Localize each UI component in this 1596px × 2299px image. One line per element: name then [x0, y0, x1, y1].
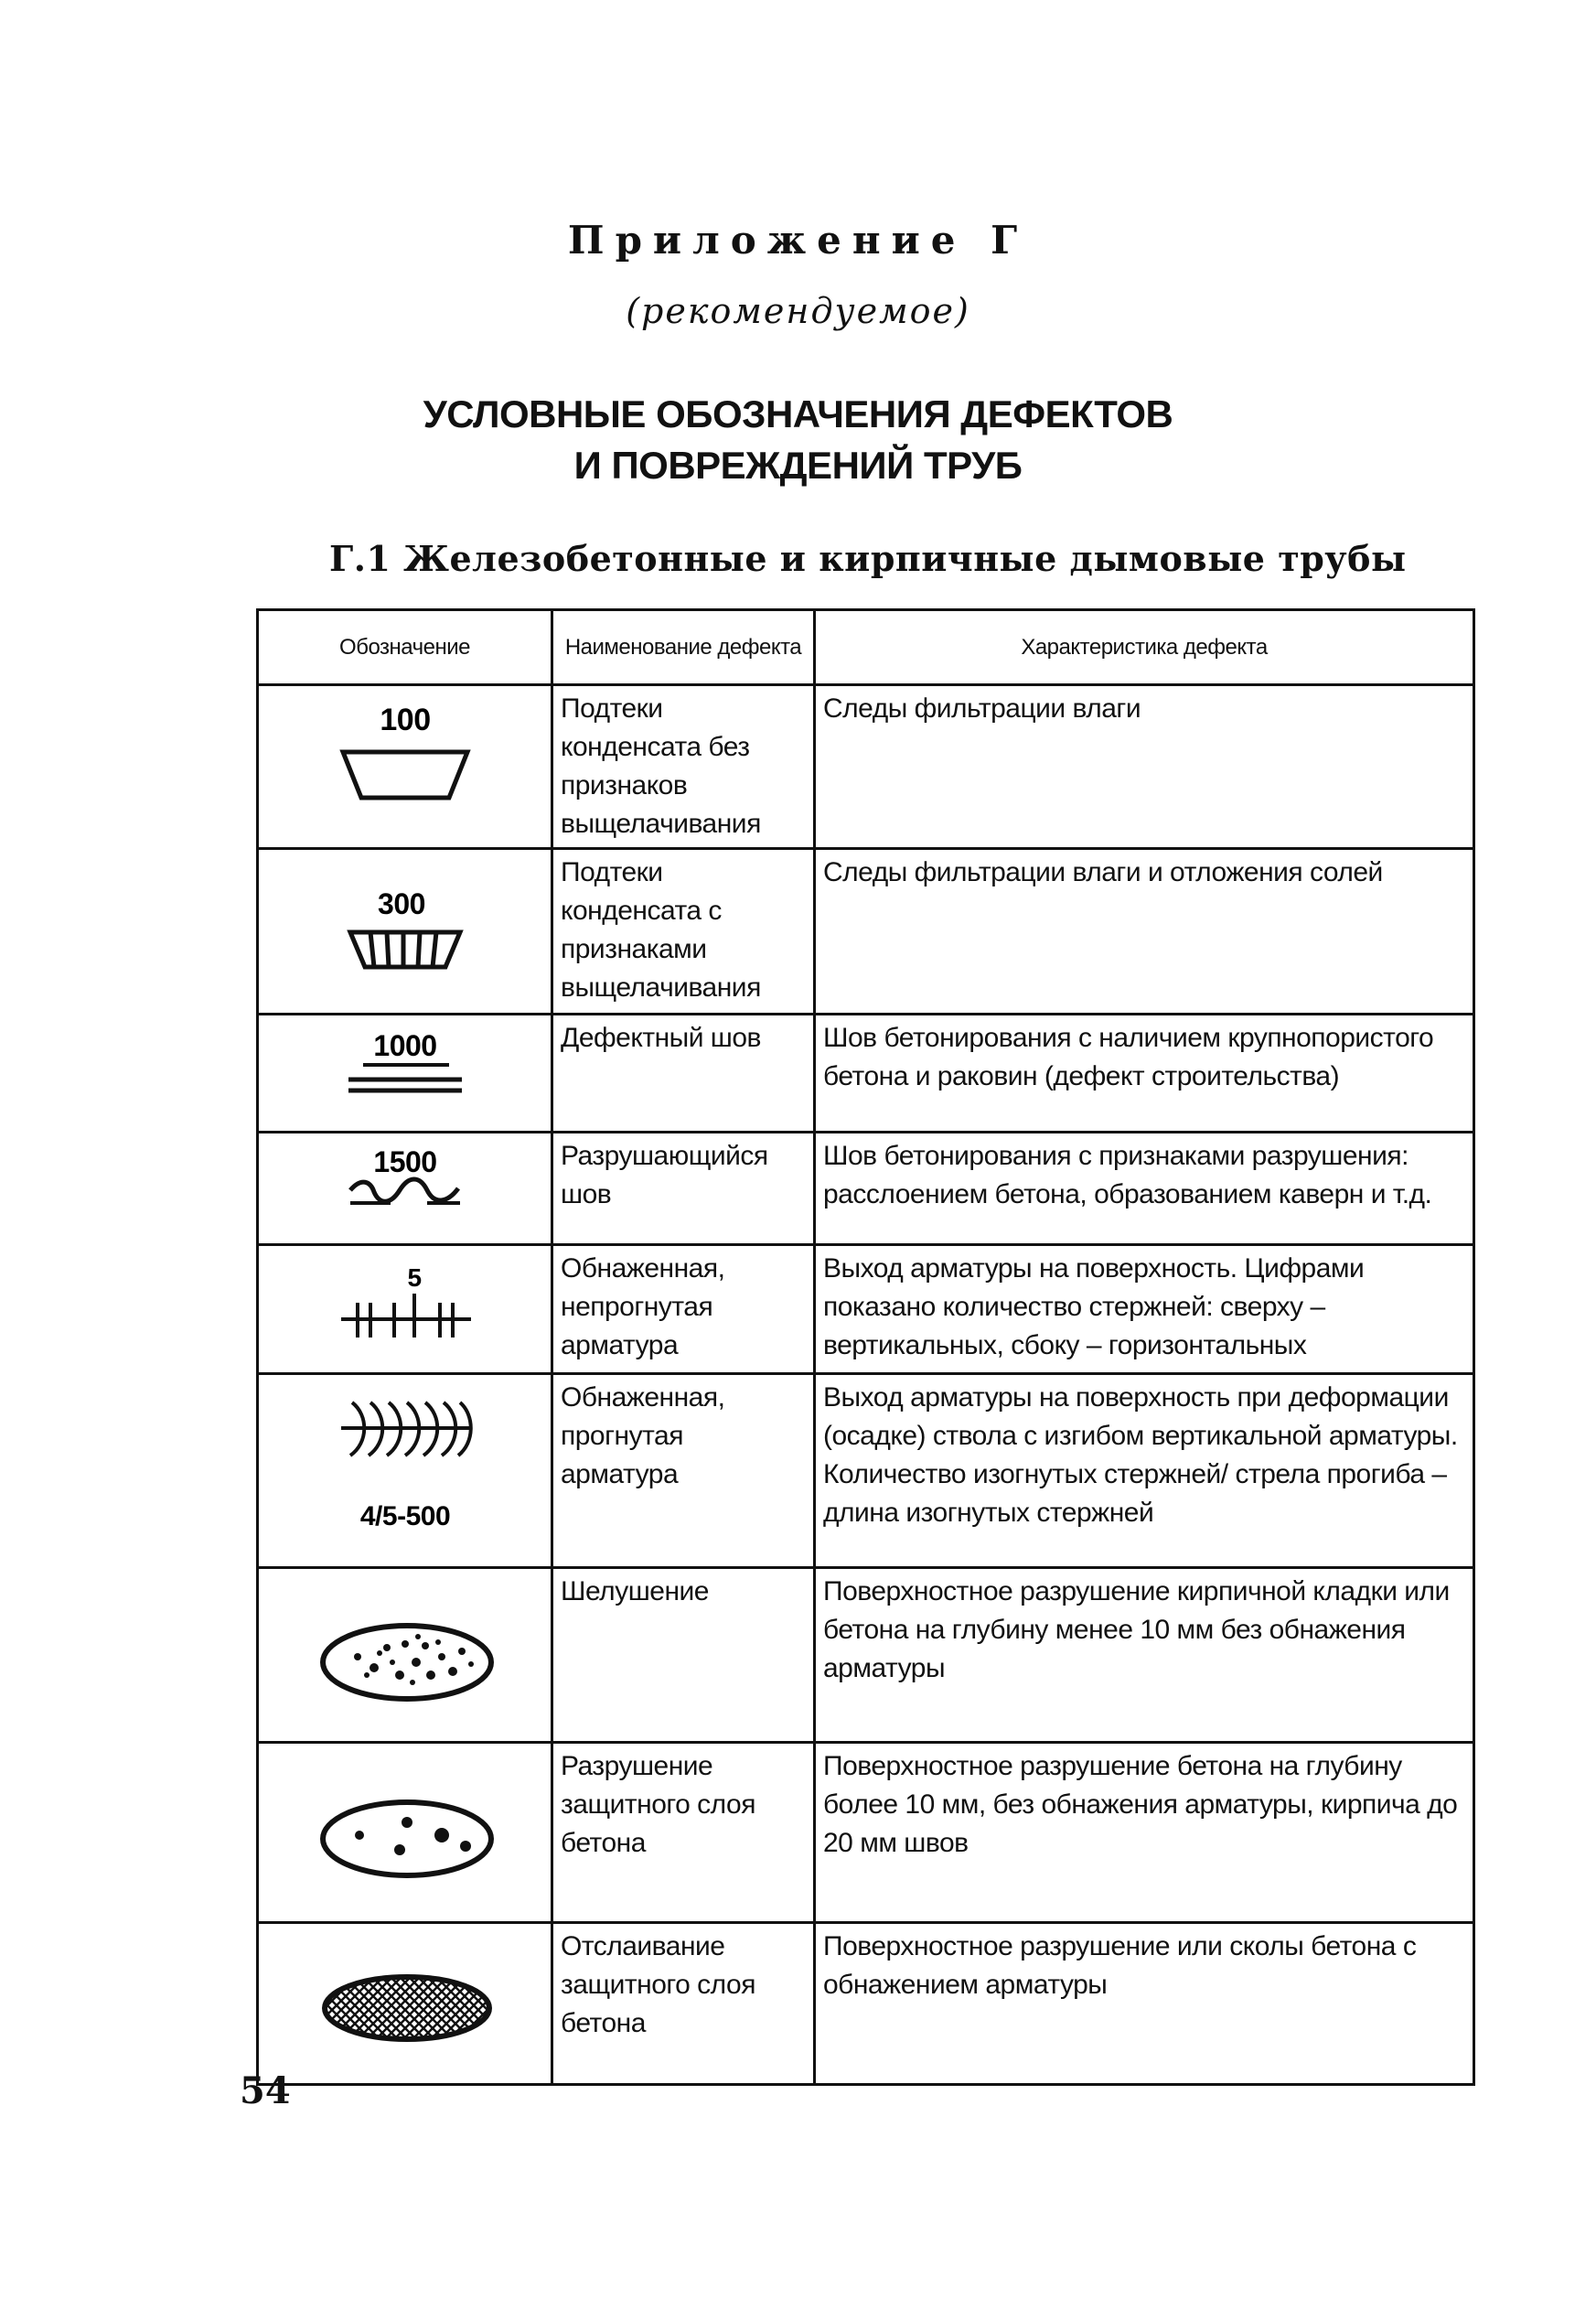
defect-description: Следы фильтрации влаги [815, 685, 1474, 849]
svg-text:5: 5 [406, 1263, 422, 1292]
defect-description: Поверхностное разрушение бетона на глубину более 10 мм, без обнажения арматуры, кирпича до 20 мм швов [815, 1743, 1474, 1923]
symbol-cell [258, 1245, 552, 1374]
defect-name: Подтеки конденсата без признаков выщелачивания [552, 685, 815, 849]
table-row [258, 1133, 1474, 1245]
appendix-title: Приложение Г [567, 218, 1029, 263]
table-row [258, 1568, 1474, 1743]
symbol-cell [258, 849, 552, 1015]
defective-seam-icon [314, 1019, 497, 1127]
main-title [0, 389, 1596, 491]
leak-trapezoid-icon [314, 690, 497, 816]
defect-description: Шов бетонирования с признаками разрушения: расслоением бетона, образованием каверн и т.д. [815, 1133, 1474, 1245]
failing-seam-wave-icon [314, 1137, 497, 1240]
symbol-cell [258, 1015, 552, 1133]
symbol-cell [258, 1374, 552, 1568]
symbol-cell [258, 1923, 552, 2085]
table-row [258, 1743, 1474, 1923]
symbol-cell [258, 1568, 552, 1743]
symbol-cell [258, 1743, 552, 1923]
defect-description: Шов бетонирования с наличием крупнопористого бетона и раковин (дефект строительства) [815, 1015, 1474, 1133]
table-row [258, 1015, 1474, 1133]
exposed-bent-rebar-icon [305, 1379, 506, 1562]
defects-table [256, 608, 1475, 2086]
svg-text:1500: 1500 [372, 1145, 437, 1178]
svg-text:1000: 1000 [372, 1029, 437, 1062]
table-row [258, 1245, 1474, 1374]
table-row [258, 1374, 1474, 1568]
cover-destruction-oval-icon [305, 1747, 506, 1918]
table-row [258, 685, 1474, 849]
symbol-cell [258, 685, 552, 849]
header-description: Характеристика дефекта [815, 610, 1474, 685]
defect-description: Поверхностное разрушение или сколы бетона с обнажением арматуры [815, 1923, 1474, 2085]
defect-name: Разрушение защитного слоя бетона [552, 1743, 815, 1923]
cover-spalling-hatched-oval-icon [305, 1928, 506, 2079]
defect-description: Выход арматуры на поверхность при деформации (осадке) ствола с изгибом вертикальной арматуры. Количество изогнутых стержней/ стрела прогиба – длина изогнутых стержней [815, 1374, 1474, 1568]
defect-description: Следы фильтрации влаги и отложения солей [815, 849, 1474, 1015]
table-header-row [258, 610, 1474, 685]
section-title: Г.1 Железобетонные и кирпичные дымовые трубы [329, 538, 1407, 579]
svg-text:300: 300 [377, 887, 425, 920]
page-number: 54 [240, 2069, 291, 2112]
header-symbol: Обозначение [258, 610, 552, 685]
table-row [258, 849, 1474, 1015]
svg-text:4/5-500: 4/5-500 [359, 1501, 450, 1531]
defect-name: Шелушение [552, 1568, 815, 1743]
defect-description: Выход арматуры на поверхность. Цифрами показано количество стержней: сверху – вертикальных, сбоку – горизонтальных [815, 1245, 1474, 1374]
defect-description: Поверхностное разрушение кирпичной кладки или бетона на глубину менее 10 мм без обнажения арматуры [815, 1568, 1474, 1743]
table-row [258, 1923, 1474, 2085]
defect-name: Отслаивание защитного слоя бетона [552, 1923, 815, 2085]
exposed-straight-rebar-icon [305, 1250, 506, 1369]
leak-trapezoid-hatched-icon [314, 854, 497, 1009]
defect-name: Обнаженная, непрогнутая арматура [552, 1245, 815, 1374]
main-title-line-1: УСЛОВНЫЕ ОБОЗНАЧЕНИЯ ДЕФЕКТОВ [423, 392, 1173, 435]
symbol-cell [258, 1133, 552, 1245]
defect-name: Подтеки конденсата с признаками выщелачивания [552, 849, 815, 1015]
defect-name: Разрушающийся шов [552, 1133, 815, 1245]
defect-name: Дефектный шов [552, 1015, 815, 1133]
header-name: Наименование дефекта [552, 610, 815, 685]
main-title-line-2: И ПОВРЕЖДЕНИЙ ТРУБ [573, 444, 1023, 487]
defect-name: Обнаженная, прогнутая арматура [552, 1374, 815, 1568]
svg-text:100: 100 [379, 703, 431, 737]
appendix-subtitle: (рекомендуемое) [626, 291, 970, 331]
scaling-dotted-oval-icon [305, 1573, 506, 1737]
